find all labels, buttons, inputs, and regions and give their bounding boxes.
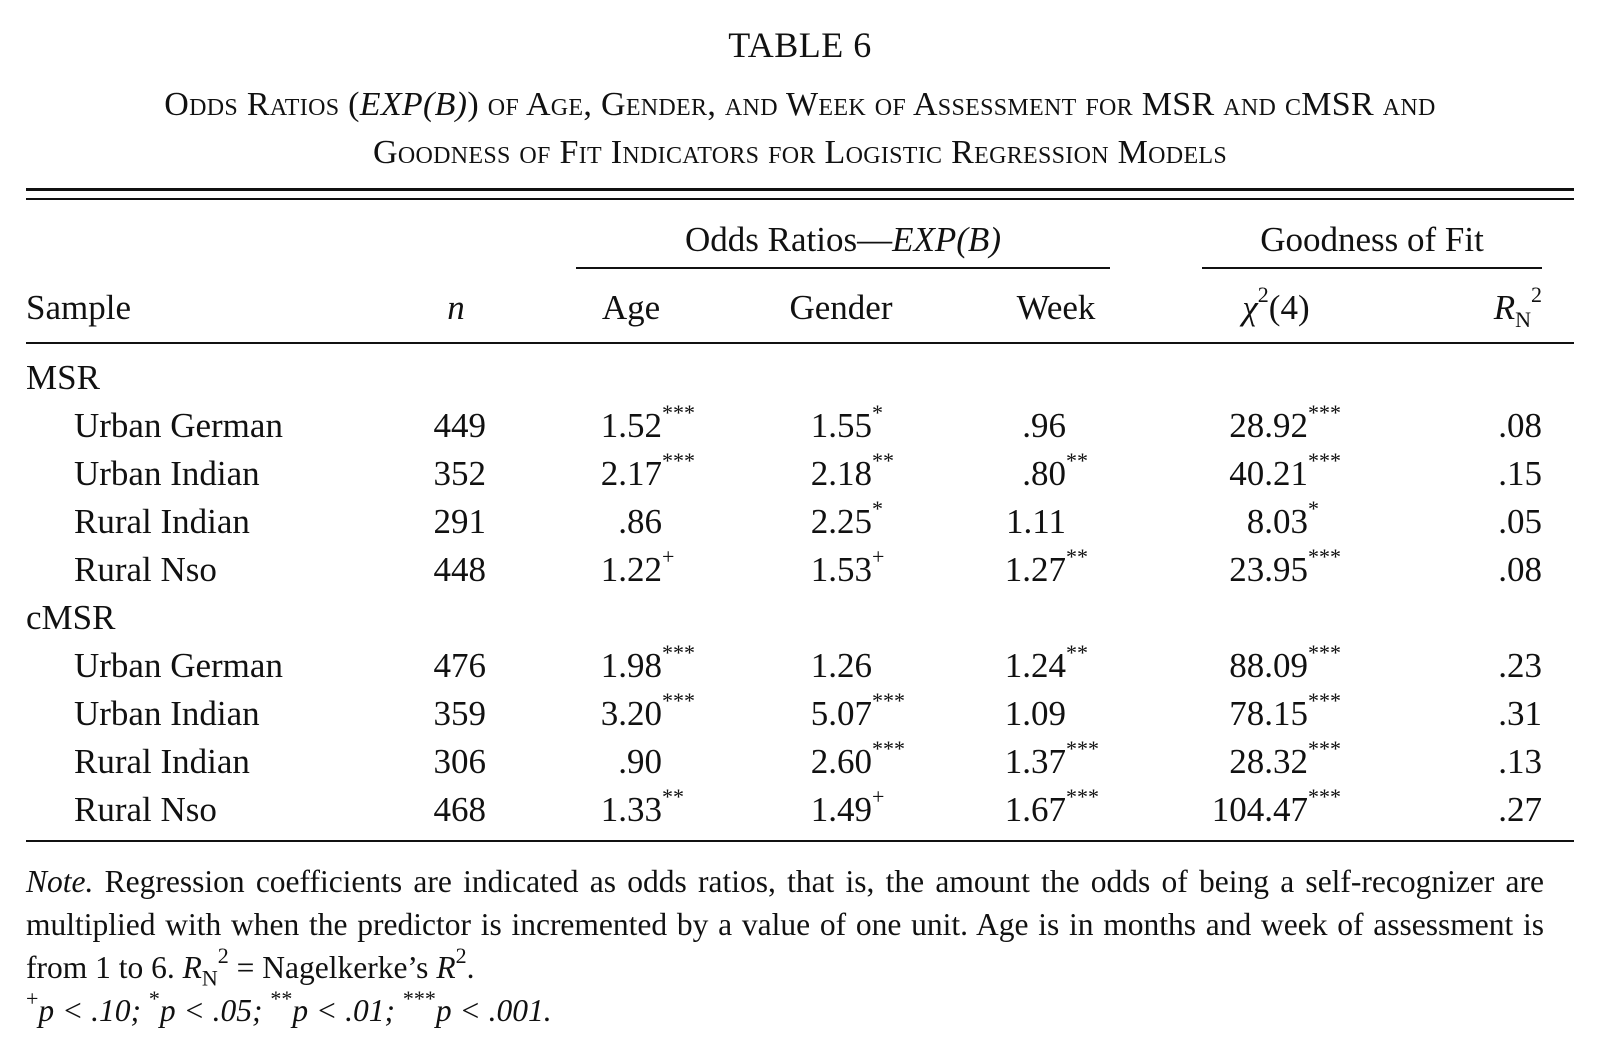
chi-df: (4) [1268, 288, 1310, 327]
column-header-sample: Sample [26, 288, 131, 327]
cell-sample: Rural Indian [74, 742, 250, 781]
bottom-rule [26, 840, 1574, 842]
cell-value: 468 [433, 790, 486, 829]
note-label: Note. [26, 864, 94, 899]
cell-age: 3.20*** [600, 688, 695, 733]
cell-value: 1.67 [1004, 790, 1066, 829]
cell-gender: 2.25* [810, 496, 883, 541]
cell-value: .05 [1498, 502, 1542, 541]
cell-week: 1.27** [1004, 544, 1088, 589]
caption-text: Odds Ratios ( [164, 86, 360, 123]
cell-week: .80** [1022, 448, 1088, 493]
cell-chi-square: 8.03* [1246, 496, 1319, 541]
cell-gender [786, 648, 872, 683]
sig-mark: * [148, 985, 160, 1011]
cell-value: 476 [433, 646, 486, 685]
cell-age: 1.98*** [600, 640, 695, 685]
cell-value: .96 [1022, 406, 1066, 445]
top-rule-inner [26, 198, 1574, 200]
cell-value: .27 [1498, 790, 1542, 829]
cell-value: 1.22 [600, 550, 662, 589]
cell-value: 2.25 [810, 502, 872, 541]
group-header-odds-ratios [576, 220, 1110, 260]
section-label: cMSR [26, 598, 116, 637]
cell-value: 78.15 [1229, 694, 1308, 733]
note-r-superscript: 2 [217, 942, 229, 968]
cell-chi-square: 78.15*** [1229, 688, 1341, 733]
cell-chi-square: 88.09*** [1229, 640, 1341, 685]
sig-text: p < .05; [159, 993, 271, 1028]
cell-sample: Urban Indian [74, 694, 260, 733]
cell-value: .86 [618, 502, 662, 541]
cell-chi-square: 28.92*** [1229, 400, 1341, 445]
cell-age [576, 744, 662, 779]
cell-value: 1.33 [600, 790, 662, 829]
cell-sample: Rural Nso [74, 790, 217, 829]
cell-sample: Rural Nso [74, 550, 217, 589]
cell-n [396, 648, 486, 683]
note-r-symbol: R [182, 950, 202, 985]
cell-value: 28.92 [1229, 406, 1308, 445]
note-paragraph [26, 860, 1544, 989]
cell-value: 1.55 [810, 406, 872, 445]
cell-gender: 1.53+ [810, 544, 885, 589]
cell-value: .15 [1498, 454, 1542, 493]
cell-n [396, 456, 486, 491]
cell-value: 104.47 [1211, 790, 1308, 829]
cell-value: 3.20 [600, 694, 662, 733]
cell-week [998, 504, 1066, 539]
cell-value: .13 [1498, 742, 1542, 781]
cell-age: 1.33** [600, 784, 684, 829]
cell-value: 1.49 [810, 790, 872, 829]
cell-n [396, 696, 486, 731]
cell-sample: Urban German [74, 406, 283, 445]
cell-n [396, 792, 486, 827]
cell-value: 291 [433, 502, 486, 541]
cell-value: .23 [1498, 646, 1542, 685]
note-r2-symbol: R [436, 950, 456, 985]
top-rule [26, 188, 1574, 191]
group-header-italic: EXP(B) [892, 220, 1001, 259]
cell-value: 2.17 [600, 454, 662, 493]
r-superscript: 2 [1531, 282, 1542, 308]
group-header-goodness-of-fit: Goodness of Fit [1260, 220, 1484, 259]
cell-value: .31 [1498, 694, 1542, 733]
cell-value: 88.09 [1229, 646, 1308, 685]
cell-value: 448 [433, 550, 486, 589]
note-text: = Nagelkerke’s [228, 950, 437, 985]
cell-chi-square: 40.21*** [1229, 448, 1341, 493]
table-note [26, 860, 1544, 1032]
cell-n [396, 504, 486, 539]
cell-value: 5.07 [810, 694, 872, 733]
significance-legend [26, 985, 1544, 1032]
column-header-r-squared [1456, 282, 1542, 332]
cell-value: 8.03 [1246, 502, 1308, 541]
cell-value: 2.18 [810, 454, 872, 493]
cell-gender: 2.60*** [810, 736, 905, 781]
cell-chi-square: 28.32*** [1229, 736, 1341, 781]
header-rule [26, 342, 1574, 344]
cell-n [396, 408, 486, 443]
cell-value: .08 [1498, 550, 1542, 589]
cell-value: 2.60 [810, 742, 872, 781]
cell-sample: Rural Indian [74, 502, 250, 541]
note-r-subscript: N [201, 965, 218, 991]
column-header-n: n [447, 288, 465, 327]
cell-r-squared [1466, 648, 1542, 683]
cell-r-squared [1466, 792, 1542, 827]
cell-week: 1.67*** [1004, 784, 1099, 829]
cell-value: 1.26 [810, 646, 872, 685]
table-number: TABLE 6 [728, 25, 872, 65]
cell-value: 1.09 [1004, 694, 1066, 733]
cell-value: .08 [1498, 406, 1542, 445]
cell-value: 1.98 [600, 646, 662, 685]
cell-r-squared [1466, 504, 1542, 539]
cell-value: .80 [1022, 454, 1066, 493]
cell-age [576, 504, 662, 539]
cell-age: 2.17*** [600, 448, 695, 493]
table-page [26, 0, 1574, 1062]
cell-value: 40.21 [1229, 454, 1308, 493]
cell-age: 1.22+ [600, 544, 675, 589]
cell-value: 1.27 [1004, 550, 1066, 589]
sig-text: p < .10; [38, 993, 149, 1028]
cell-value: 23.95 [1229, 550, 1308, 589]
section-label: MSR [26, 358, 100, 397]
cell-n [396, 744, 486, 779]
cell-n [396, 552, 486, 587]
group-rule-odds-ratios [576, 267, 1110, 269]
column-header-chi-square [1206, 282, 1346, 327]
sig-mark: *** [402, 985, 436, 1011]
cell-week [998, 408, 1066, 443]
sig-mark: + [26, 985, 39, 1011]
cell-value: 1.24 [1004, 646, 1066, 685]
cell-gender: 5.07*** [810, 688, 905, 733]
caption-text: ) of Age, Gender, and Week of Assessment for MSR and cMSR and [467, 86, 1436, 123]
cell-value: .90 [618, 742, 662, 781]
cell-r-squared [1466, 408, 1542, 443]
note-text: . [466, 950, 475, 985]
cell-age: 1.52*** [600, 400, 695, 445]
cell-value: 1.53 [810, 550, 872, 589]
cell-chi-square: 23.95*** [1229, 544, 1341, 589]
cell-r-squared [1466, 696, 1542, 731]
cell-chi-square: 104.47*** [1211, 784, 1341, 829]
group-header-text: Odds Ratios— [685, 220, 893, 259]
cell-value: 449 [433, 406, 486, 445]
cell-week [998, 696, 1066, 731]
cell-value: 1.52 [600, 406, 662, 445]
note-text: Regression coefficients are indicated as odds ratios, that is, the amount the odds of being a self-recognizer are multiplied with when the predictor is incremented by a value of one unit. Age is in months and week of assessment is from 1 to 6. [26, 864, 1544, 985]
table-caption-line-1 [26, 86, 1574, 124]
note-r2-superscript: 2 [455, 942, 467, 968]
cell-value: 359 [433, 694, 486, 733]
cell-r-squared [1466, 744, 1542, 779]
cell-week: 1.24** [1004, 640, 1088, 685]
column-header-week: Week [1016, 288, 1096, 327]
r-symbol: R [1493, 288, 1516, 327]
sig-text: p < .001. [435, 993, 552, 1028]
cell-gender: 1.55* [810, 400, 883, 445]
cell-week: 1.37*** [1004, 736, 1099, 781]
cell-sample: Urban German [74, 646, 283, 685]
cell-value: 1.37 [1004, 742, 1066, 781]
cell-sample: Urban Indian [74, 454, 260, 493]
sig-text: p < .01; [292, 993, 403, 1028]
r-subscript: N [1515, 307, 1531, 332]
cell-r-squared [1466, 456, 1542, 491]
column-header-age: Age [601, 288, 661, 327]
cell-gender: 2.18** [810, 448, 894, 493]
cell-r-squared [1466, 552, 1542, 587]
group-rule-goodness-of-fit [1202, 267, 1542, 269]
table-caption-line-2: Goodness of Fit Indicators for Logistic Regression Models [372, 134, 1228, 171]
chi-superscript: 2 [1257, 282, 1269, 308]
sig-mark: ** [270, 985, 293, 1011]
caption-italic: EXP(B) [359, 86, 468, 123]
cell-value: 352 [433, 454, 486, 493]
chi-symbol: χ [1242, 288, 1258, 327]
column-header-gender: Gender [789, 288, 893, 327]
cell-gender: 1.49+ [810, 784, 885, 829]
cell-value: 28.32 [1229, 742, 1308, 781]
cell-value: 306 [433, 742, 486, 781]
cell-value: 1.11 [1006, 502, 1066, 541]
